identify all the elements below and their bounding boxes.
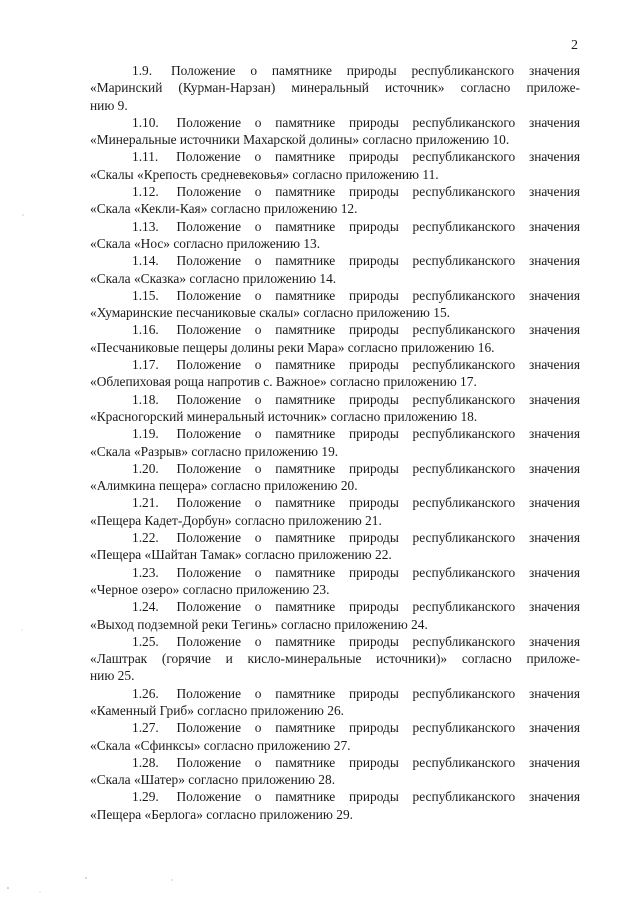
item-third-line: нию 9. (90, 97, 128, 113)
item-second-line: «Песчаниковые пещеры долины реки Мара» согласно приложению 16. (90, 339, 495, 355)
item-text: Положение о памятнике природы республиканского значения (176, 218, 580, 234)
item-number: 1.28. (132, 754, 159, 770)
item-number: 1.24. (132, 599, 159, 615)
item-text: Положение о памятнике природы республиканского значения (176, 357, 580, 373)
item-text: Положение о памятнике природы республиканского значения (176, 495, 580, 511)
item-second-line: «Каменный Гриб» согласно приложению 26. (90, 702, 345, 718)
item-second-line: «Скала «Нос» согласно приложению 13. (90, 235, 321, 251)
item-second-line: «Скала «Сказка» согласно приложению 14. (90, 270, 337, 286)
item-second-line: «Скала «Кекли-Кая» согласно приложению 12. (90, 201, 358, 217)
item-number: 1.29. (132, 789, 159, 805)
item-text: Положение о памятнике природы республиканского значения (176, 391, 580, 407)
item-number: 1.13. (132, 218, 159, 234)
item-text: Положение о памятнике природы республиканского значения (176, 633, 580, 649)
item-text: Положение о памятнике природы республиканского значения (176, 564, 580, 580)
item-number: 1.15. (132, 287, 159, 303)
item-number: 1.21. (132, 495, 159, 511)
item-number: 1.27. (132, 720, 159, 736)
item-second-line: «Скала «Разрыв» согласно приложению 19. (90, 443, 339, 459)
item-number: 1.11. (132, 149, 159, 165)
item-text: Положение о памятнике природы республиканского значения (176, 530, 580, 546)
item-text: Положение о памятнике природы республиканского значения (176, 754, 580, 770)
item-text: Положение о памятнике природы республиканского значения (176, 253, 580, 269)
item-text: Положение о памятнике природы республиканского значения (176, 460, 580, 476)
item-text: Положение о памятнике природы республиканского значения (176, 599, 580, 615)
item-number: 1.25. (132, 633, 159, 649)
item-text: Положение о памятнике природы республиканского значения (170, 63, 580, 78)
item-number: 1.23. (132, 564, 159, 580)
item-second-line: «Скала «Шатер» согласно приложению 28. (90, 772, 336, 788)
item-text: Положение о памятнике природы республиканского значения (176, 114, 580, 130)
item-number: 1.22. (132, 530, 159, 546)
item-second-line: «Минеральные источники Махарской долины» согласно приложению 10. (90, 132, 510, 148)
item-second-line: «Алимкина пещера» согласно приложению 20. (90, 478, 358, 494)
item-second-line: «Пещера Кадет-Дорбун» согласно приложению 21. (90, 512, 382, 528)
item-number: 1.14. (132, 253, 159, 269)
item-number: 1.9. (132, 63, 153, 78)
item-number: 1.18. (132, 391, 159, 407)
item-second-line: «Скала «Сфинксы» согласно приложению 27. (90, 737, 351, 753)
item-number: 1.16. (132, 322, 159, 338)
item-number: 1.12. (132, 184, 159, 200)
item-text: Положение о памятнике природы республиканского значения (176, 322, 580, 338)
item-number: 1.10. (132, 114, 159, 130)
item-second-line: «Пещера «Шайтан Тамак» согласно приложению 22. (90, 547, 392, 563)
item-second-line: «Красногорский минеральный источник» согласно приложению 18. (90, 408, 478, 424)
item-text: Положение о памятнике природы республиканского значения (176, 287, 580, 303)
item-text: Положение о памятнике природы республиканского значения (176, 720, 580, 736)
item-text: Положение о памятнике природы республиканского значения (176, 184, 580, 200)
item-second-line: «Скалы «Крепость средневековья» согласно приложению 11. (90, 166, 439, 182)
item-number: 1.17. (132, 357, 159, 373)
item-second-line: «Маринский (Курман-Нарзан) минеральный источник» согласно приложе- (90, 80, 580, 96)
item-text: Положение о памятнике природы республиканского значения (176, 685, 580, 701)
page-number: 2 (571, 38, 578, 53)
item-text: Положение о памятнике природы республиканского значения (176, 149, 580, 165)
item-text: Положение о памятнике природы республиканского значения (176, 789, 580, 805)
item-number: 1.26. (132, 685, 159, 701)
item-second-line: «Черное озеро» согласно приложению 23. (90, 581, 330, 597)
item-second-line: «Хумаринские песчаниковые скалы» согласно приложению 15. (90, 305, 450, 321)
item-second-line: «Лаштрак (горячие и кисло-минеральные источники)» согласно приложе- (90, 651, 580, 667)
item-number: 1.20. (132, 460, 159, 476)
item-text: Положение о памятнике природы республиканского значения (176, 426, 580, 442)
item-second-line: «Облепиховая роща напротив с. Важное» согласно приложению 17. (90, 374, 477, 390)
item-number: 1.19. (132, 426, 159, 442)
item-third-line: нию 25. (90, 668, 135, 684)
item-second-line: «Пещера «Берлога» согласно приложению 29. (90, 806, 353, 822)
item-second-line: «Выход подземной реки Тегинь» согласно приложению 24. (90, 616, 428, 632)
